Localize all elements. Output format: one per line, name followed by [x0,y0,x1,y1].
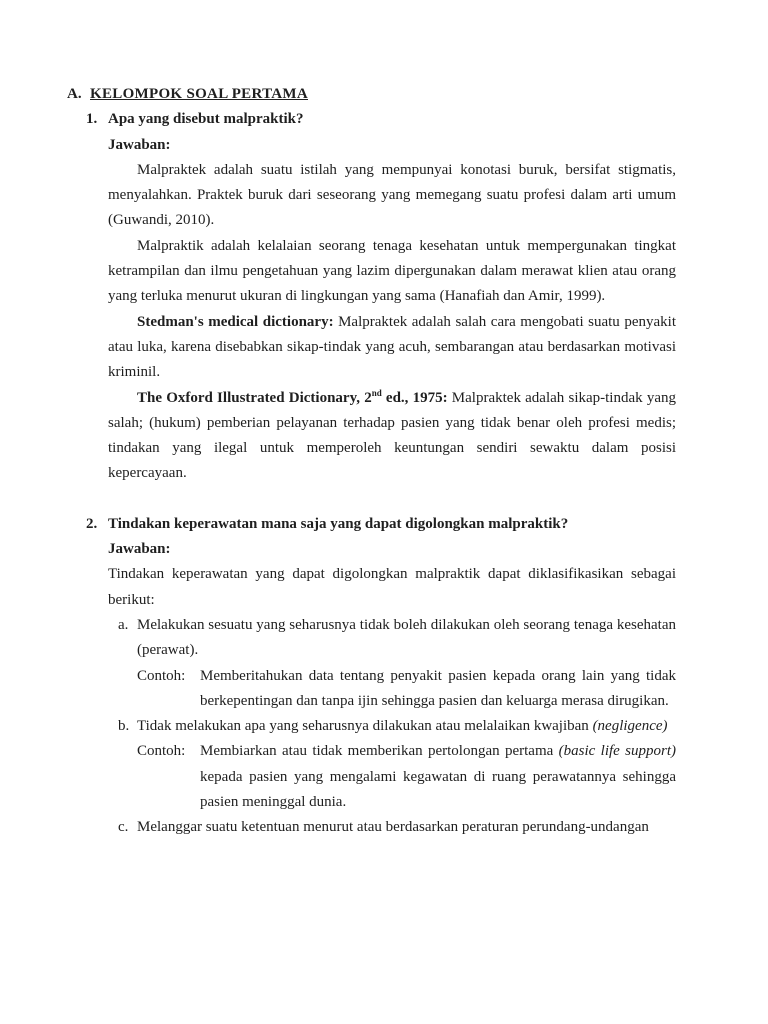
question-1-row [67,107,676,132]
section-heading [67,82,676,107]
section-label: A. [67,86,82,102]
list-item-c [108,815,676,840]
list-item-b-example [137,739,676,815]
list-item-b-marker: b. [118,718,130,735]
answer-1-paragraph: Stedman's medical dictionary: Malpraktek adalah salah cara mengobati suatu penyakit atau luka, karena disebabkan sikap-tindak yang acuh, sembarangan atau berdasarkan motivasi kriminil. [108,313,676,381]
list-item-a-marker: a. [118,616,129,633]
list-item-a-example [137,664,676,715]
section-title: KELOMPOK SOAL PERTAMA [90,86,309,102]
list-item-a-text: Melakukan sesuatu yang seharusnya tidak boleh dilakukan oleh seorang tenaga kesehatan (perawat). [137,616,676,659]
answer-1 [108,133,676,487]
answer-2-label: Jawaban: [108,541,171,558]
answer-1-paragraph: Malpraktik adalah kelalaian seorang tenaga kesehatan untuk mempergunakan tingkat ketrampilan dan ilmu pengetahuan yang lazim dipergunakan dalam merawat klien atau orang yang terluka menurut ukuran di lingkungan yang sama (Hanafiah dan Amir, 1999). [108,237,676,305]
example-label: Contoh: [137,667,186,684]
answer-1-paragraph: Malpraktek adalah suatu istilah yang mempunyai konotasi buruk, bersifat stigmatis, menyalahkan. Praktek buruk dari seseorang yang memegang suatu profesi dalam arti umum (Guwandi, 2010). [108,161,676,229]
question-1-number: 1. [86,111,98,128]
answer-1-paragraph: The Oxford Illustrated Dictionary, 2nd ed., 1975: Malpraktek adalah sikap-tindak yang salah; (hukum) pemberian pelayanan terhadap pasien yang tidak benar oleh profesi medis; tindakan yang ilegal untuk memperoleh keuntungan sendiri sewaktu dalam posisi kepercayaan. [108,387,676,482]
example-text: Membiarkan atau tidak memberikan pertolongan pertama (basic life support) kepada pasien yang mengalami kegawatan di ruang perawatannya sehingga pasien meninggal dunia. [200,743,676,811]
example-label: Contoh: [137,743,186,760]
answer-2 [108,537,676,841]
list-item-a [108,613,676,714]
question-block-2 [67,512,676,841]
question-1-text: Apa yang disebut malpraktik? [108,111,304,128]
document-content [67,82,676,841]
question-2-number: 2. [86,515,98,532]
example-text: Memberitahukan data tentang penyakit pasien kepada orang lain yang tidak berkepentingan dan tanpa ijin sehingga pasien dan keluarga merasa dirugikan. [200,667,676,709]
question-block-1 [67,107,676,486]
answer-1-label: Jawaban: [108,136,171,153]
list-item-b [108,714,676,815]
question-2-row [67,512,676,537]
answer-2-intro: Tindakan keperawatan yang dapat digolongkan malpraktik dapat diklasifikasikan sebagai berikut: [108,566,676,608]
list-item-c-text: Melanggar suatu ketentuan menurut atau berdasarkan peraturan perundang-undangan [137,819,649,836]
list-item-b-text: Tidak melakukan apa yang seharusnya dilakukan atau melalaikan kwajiban (negligence) [137,718,668,735]
question-2-text: Tindakan keperawatan mana saja yang dapat digolongkan malpraktik? [108,515,569,532]
list-item-c-marker: c. [118,819,129,836]
